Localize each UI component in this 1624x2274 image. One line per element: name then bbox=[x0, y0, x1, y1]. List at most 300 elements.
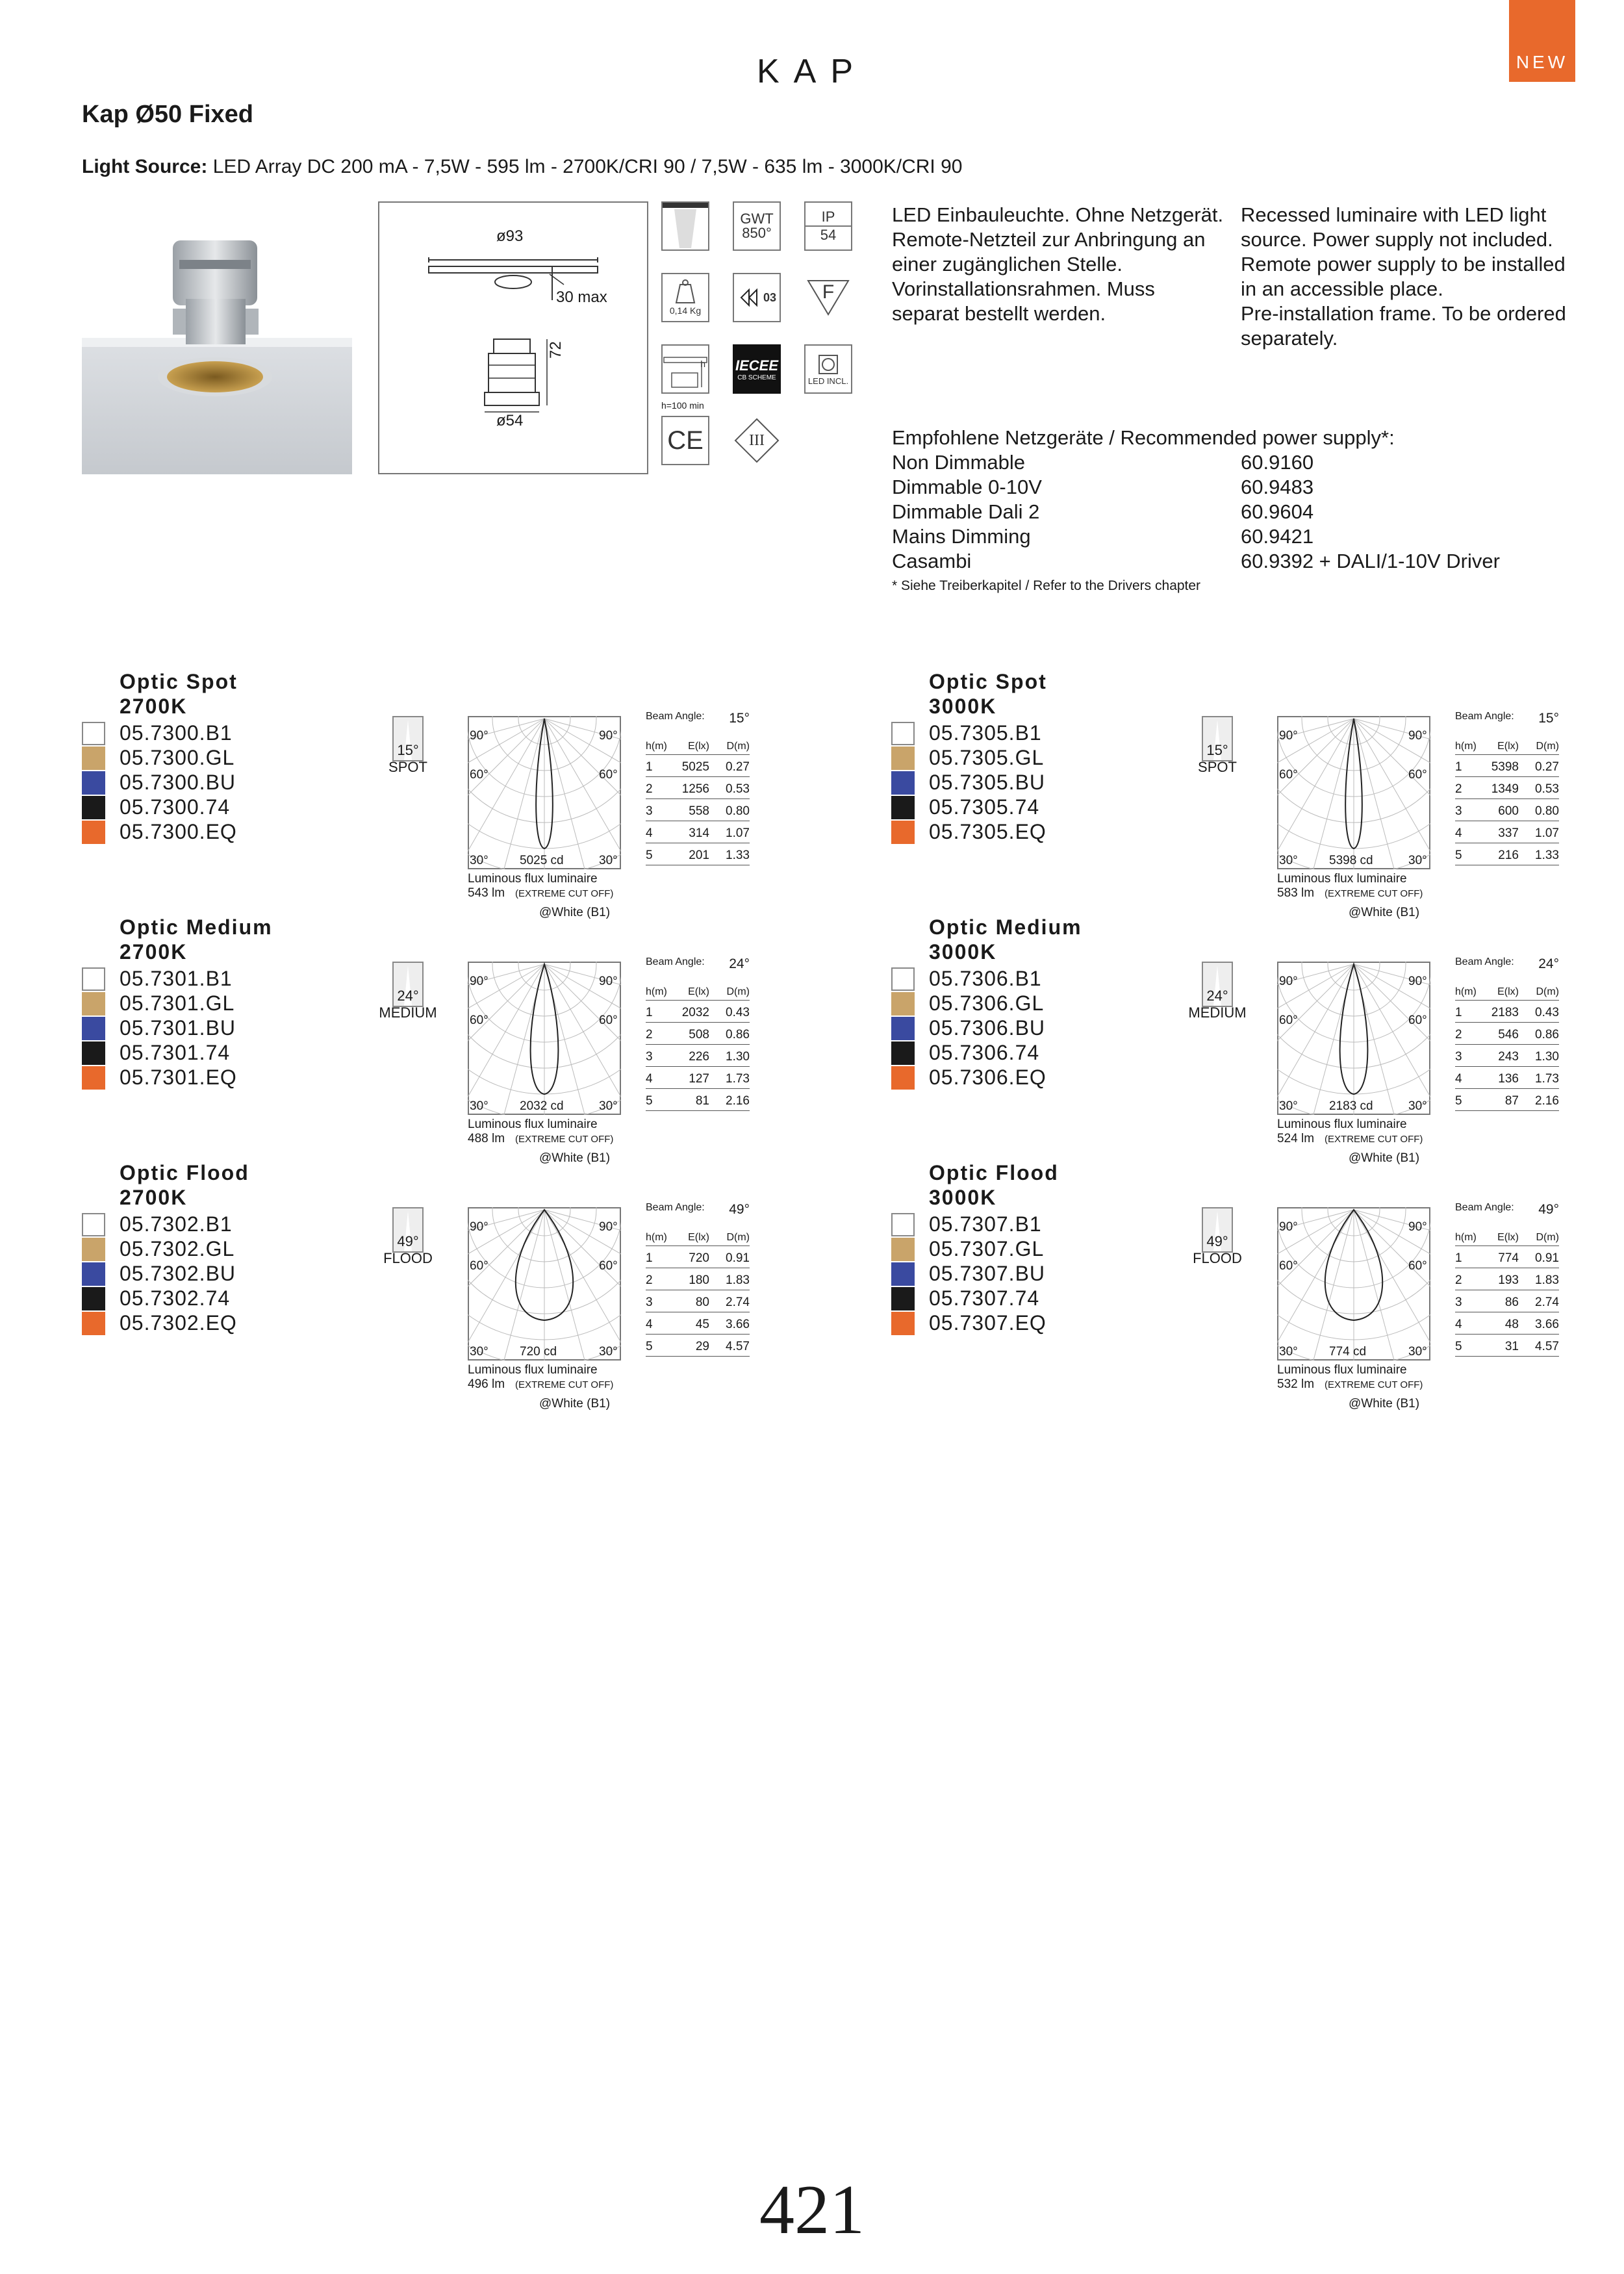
page-number: 421 bbox=[759, 2171, 865, 2249]
table-cell: 4 bbox=[646, 1318, 653, 1331]
table-cell: 216 bbox=[1498, 849, 1519, 862]
max-depth-label: 30 max bbox=[556, 288, 607, 306]
table-cell: 2.74 bbox=[1535, 1296, 1559, 1309]
table-row bbox=[1455, 777, 1559, 799]
luminous-flux-line bbox=[1277, 886, 1423, 901]
polar-angle-label: 30° bbox=[470, 854, 488, 867]
beam-type-label: SPOT bbox=[1198, 759, 1237, 775]
peak-intensity: 774 cd bbox=[1329, 1345, 1367, 1359]
table-cell: 0.80 bbox=[726, 804, 750, 818]
beam-type-label: FLOOD bbox=[383, 1250, 433, 1266]
luminous-flux-label: Luminous flux luminaire bbox=[1277, 872, 1407, 886]
table-cell: 2 bbox=[646, 1273, 653, 1287]
gwt-icon bbox=[733, 201, 781, 251]
weight-icon bbox=[661, 273, 709, 322]
table-row bbox=[1455, 1067, 1559, 1089]
polar-angle-label: 30° bbox=[1408, 1345, 1427, 1359]
polar-diagram bbox=[468, 1207, 621, 1361]
iecee-label: IECEE bbox=[735, 357, 779, 374]
optic-title bbox=[929, 669, 1047, 719]
article-code-row bbox=[891, 1237, 1044, 1261]
article-code: 05.7302.74 bbox=[120, 1286, 231, 1310]
article-code: 05.7305.EQ bbox=[929, 820, 1047, 843]
light-source-label: Light Source: bbox=[82, 156, 208, 177]
ip-label: IP bbox=[806, 209, 851, 227]
table-cell: 1349 bbox=[1491, 782, 1519, 796]
beam-angle-label: 15° bbox=[397, 742, 419, 758]
optic-title bbox=[120, 669, 238, 719]
finish-swatch bbox=[82, 1066, 105, 1090]
polar-angle-label: 60° bbox=[470, 1259, 488, 1273]
table-header-cell: D(m) bbox=[1536, 986, 1559, 997]
luminous-flux-line bbox=[468, 1377, 613, 1392]
article-code-row bbox=[891, 1066, 1047, 1090]
finish-swatch bbox=[891, 1262, 915, 1286]
table-row bbox=[646, 1268, 750, 1290]
beam-angle-caption: Beam Angle: bbox=[1455, 711, 1514, 722]
beam-angle-value: 15° bbox=[1538, 711, 1559, 726]
finish-swatch bbox=[891, 1041, 915, 1065]
article-code: 05.7302.BU bbox=[120, 1262, 236, 1285]
table-cell: 226 bbox=[689, 1050, 709, 1064]
polar-angle-label: 30° bbox=[470, 1099, 488, 1113]
luminous-flux-block bbox=[1277, 872, 1423, 901]
white-finish-note: @White (B1) bbox=[1349, 1151, 1420, 1165]
optic-name: Optic Spot bbox=[929, 670, 1047, 693]
beam-angle-caption: Beam Angle: bbox=[1455, 1202, 1514, 1213]
table-cell: 720 bbox=[689, 1251, 709, 1265]
article-code-row bbox=[82, 1212, 233, 1236]
table-row bbox=[1455, 1246, 1559, 1268]
polar-angle-label: 60° bbox=[599, 1259, 618, 1273]
finish-swatch bbox=[891, 1213, 915, 1236]
article-code: 05.7300.74 bbox=[120, 795, 231, 819]
article-code: 05.7300.GL bbox=[120, 746, 235, 769]
finish-swatch bbox=[891, 722, 915, 745]
peak-intensity: 5025 cd bbox=[520, 854, 564, 867]
table-header-cell: h(m) bbox=[1455, 1232, 1477, 1243]
table-row bbox=[646, 755, 750, 777]
table-header-cell: h(m) bbox=[1455, 986, 1477, 997]
article-code-row bbox=[82, 1286, 230, 1310]
article-code-row bbox=[82, 1237, 235, 1261]
optic-cct: 2700K bbox=[120, 940, 188, 964]
table-row bbox=[1455, 821, 1559, 843]
luminous-flux-block bbox=[1277, 1118, 1423, 1147]
table-row bbox=[646, 1290, 750, 1312]
desc-de-line: Vorinstallationsrahmen. Muss bbox=[892, 277, 1155, 300]
polar-angle-label: 90° bbox=[470, 729, 488, 743]
beam-angle-head bbox=[646, 956, 750, 978]
light-source-line bbox=[82, 156, 962, 178]
finish-swatch bbox=[82, 992, 105, 1016]
table-cell: 2 bbox=[646, 1028, 653, 1041]
illuminance-table bbox=[646, 711, 750, 865]
polar-angle-label: 30° bbox=[1408, 1099, 1427, 1113]
table-cell: 1.83 bbox=[1535, 1273, 1559, 1287]
article-code-row bbox=[82, 746, 235, 770]
article-code-row bbox=[82, 1041, 230, 1065]
table-cell: 3 bbox=[646, 1296, 653, 1309]
article-code: 05.7307.74 bbox=[929, 1286, 1040, 1310]
desc-de-line: LED Einbauleuchte. Ohne Netzgerät. bbox=[892, 203, 1224, 226]
table-cell: 4.57 bbox=[726, 1340, 750, 1353]
iecee-sub: CB SCHEME bbox=[737, 374, 776, 381]
table-cell: 0.86 bbox=[1535, 1028, 1559, 1041]
desc-en-line: Remote power supply to be installed bbox=[1241, 253, 1566, 275]
table-row bbox=[646, 1001, 750, 1023]
polar-angle-label: 60° bbox=[599, 768, 618, 782]
table-row bbox=[1455, 1335, 1559, 1357]
beam-angle-head bbox=[646, 1202, 750, 1224]
table-header-cell: h(m) bbox=[1455, 741, 1477, 752]
table-cell: 201 bbox=[689, 849, 709, 862]
polar-angle-label: 60° bbox=[1279, 1259, 1298, 1273]
luminous-flux-line bbox=[1277, 1377, 1423, 1392]
beam-type-label: MEDIUM bbox=[1188, 1004, 1247, 1021]
beam-angle-head bbox=[646, 711, 750, 733]
peak-intensity: 2183 cd bbox=[1329, 1099, 1373, 1113]
luminous-flux-value: 583 lm bbox=[1277, 886, 1315, 900]
white-finish-note: @White (B1) bbox=[1349, 906, 1420, 919]
table-cell: 31 bbox=[1504, 1340, 1519, 1353]
beam-angle-value: 24° bbox=[1538, 956, 1559, 971]
beam-angle-value: 49° bbox=[1538, 1202, 1559, 1217]
finish-swatch bbox=[891, 1287, 915, 1310]
article-code: 05.7307.BU bbox=[929, 1262, 1046, 1285]
article-code-row bbox=[891, 991, 1044, 1016]
table-row bbox=[646, 1045, 750, 1067]
polar-angle-label: 90° bbox=[1408, 729, 1427, 743]
polar-angle-label: 90° bbox=[470, 975, 488, 988]
article-code: 05.7300.BU bbox=[120, 771, 236, 794]
polar-angle-label: 90° bbox=[599, 729, 618, 743]
article-code-row bbox=[891, 1311, 1047, 1335]
table-cell: 337 bbox=[1498, 826, 1519, 840]
article-code: 05.7307.GL bbox=[929, 1237, 1045, 1260]
polar-angle-label: 30° bbox=[599, 1099, 618, 1113]
article-code-row bbox=[891, 820, 1047, 844]
table-cell: 81 bbox=[695, 1094, 709, 1108]
table-row bbox=[646, 1335, 750, 1357]
luminous-flux-label: Luminous flux luminaire bbox=[1277, 1118, 1407, 1131]
table-row bbox=[1455, 1089, 1559, 1111]
ps-label: Dimmable Dali 2 bbox=[892, 500, 1040, 523]
article-code-row bbox=[891, 967, 1042, 991]
inner-diameter-label: ø54 bbox=[496, 412, 524, 429]
finish-swatch bbox=[82, 1238, 105, 1261]
finish-swatch bbox=[891, 967, 915, 991]
ce-label: CE bbox=[667, 426, 704, 455]
cutoff-label: (EXTREME CUT OFF) bbox=[515, 1379, 614, 1390]
ceiling-min-label: h=100 min bbox=[661, 400, 704, 411]
polar-angle-label: 90° bbox=[470, 1220, 488, 1234]
luminous-flux-block bbox=[468, 1363, 613, 1392]
optic-name: Optic Medium bbox=[929, 915, 1082, 939]
table-cell: 136 bbox=[1498, 1072, 1519, 1086]
polar-angle-label: 30° bbox=[1279, 854, 1298, 867]
table-cell: 193 bbox=[1498, 1273, 1519, 1287]
article-code: 05.7306.B1 bbox=[929, 967, 1042, 990]
table-cell: 1.73 bbox=[726, 1072, 750, 1086]
table-cell: 80 bbox=[695, 1296, 709, 1309]
polar-angle-label: 90° bbox=[599, 1220, 618, 1234]
table-cell: 1.73 bbox=[1535, 1072, 1559, 1086]
article-code: 05.7307.EQ bbox=[929, 1311, 1047, 1335]
table-cell: 0.53 bbox=[726, 782, 750, 796]
table-header-row bbox=[646, 978, 750, 1001]
finish-swatch bbox=[891, 747, 915, 770]
gwt-value: 850° bbox=[742, 225, 772, 241]
table-cell: 2032 bbox=[681, 1006, 709, 1019]
article-code: 05.7301.BU bbox=[120, 1016, 236, 1040]
luminous-flux-block bbox=[468, 1118, 613, 1147]
finish-swatch bbox=[82, 796, 105, 819]
luminous-flux-value: 488 lm bbox=[468, 1132, 505, 1145]
ip-rating-icon bbox=[804, 201, 852, 251]
h-label: h bbox=[700, 359, 705, 369]
polar-angle-label: 60° bbox=[1279, 1014, 1298, 1027]
table-cell: 45 bbox=[695, 1318, 709, 1331]
article-code-row bbox=[82, 721, 233, 745]
table-header-cell: E(lx) bbox=[1497, 741, 1519, 752]
table-cell: 3 bbox=[646, 1050, 653, 1064]
finish-swatch bbox=[82, 1017, 105, 1040]
table-cell: 0.43 bbox=[726, 1006, 750, 1019]
table-row bbox=[1455, 755, 1559, 777]
polar-angle-label: 90° bbox=[1408, 1220, 1427, 1234]
finish-swatch bbox=[891, 1238, 915, 1261]
table-cell: 2 bbox=[1455, 1028, 1462, 1041]
table-cell: 5 bbox=[646, 1094, 653, 1108]
article-code: 05.7302.GL bbox=[120, 1237, 235, 1260]
cutoff-label: (EXTREME CUT OFF) bbox=[515, 888, 614, 899]
new-badge-label: NEW bbox=[1516, 52, 1569, 72]
table-cell: 2 bbox=[1455, 1273, 1462, 1287]
article-code: 05.7301.EQ bbox=[120, 1066, 237, 1089]
beam-type-label: SPOT bbox=[388, 759, 427, 775]
table-cell: 2 bbox=[646, 782, 653, 796]
table-cell: 774 bbox=[1498, 1251, 1519, 1265]
table-cell: 5 bbox=[646, 849, 653, 862]
table-cell: 0.27 bbox=[1535, 760, 1559, 774]
desc-de-line: Remote-Netzteil zur Anbringung an bbox=[892, 228, 1206, 251]
table-cell: 243 bbox=[1498, 1050, 1519, 1064]
table-cell: 3 bbox=[646, 804, 653, 818]
table-cell: 2.16 bbox=[1535, 1094, 1559, 1108]
ce-icon bbox=[661, 416, 709, 465]
table-cell: 546 bbox=[1498, 1028, 1519, 1041]
beam-angle-caption: Beam Angle: bbox=[646, 956, 705, 967]
polar-angle-label: 30° bbox=[599, 854, 618, 867]
table-cell: 3.66 bbox=[1535, 1318, 1559, 1331]
beam-angle-caption: Beam Angle: bbox=[646, 1202, 705, 1213]
polar-angle-label: 90° bbox=[1279, 1220, 1298, 1234]
beam-angle-caption: Beam Angle: bbox=[1455, 956, 1514, 967]
finish-swatch bbox=[891, 771, 915, 795]
polar-angle-label: 30° bbox=[1279, 1345, 1298, 1359]
ps-code: 60.9392 + DALI/1-10V Driver bbox=[1241, 550, 1500, 572]
table-row bbox=[646, 799, 750, 821]
table-row bbox=[646, 777, 750, 799]
product-title: Kap Ø50 Fixed bbox=[82, 101, 253, 128]
table-cell: 1 bbox=[1455, 1251, 1462, 1265]
table-cell: 5 bbox=[646, 1340, 653, 1353]
luminous-flux-label: Luminous flux luminaire bbox=[468, 872, 598, 886]
led-included-icon bbox=[804, 344, 852, 394]
table-row bbox=[1455, 1023, 1559, 1045]
table-row bbox=[1455, 1001, 1559, 1023]
table-cell: 48 bbox=[1504, 1318, 1519, 1331]
beam-angle-value: 15° bbox=[729, 711, 750, 726]
led-included-label: LED INCL. bbox=[807, 376, 849, 386]
table-cell: 508 bbox=[689, 1028, 709, 1041]
table-row bbox=[646, 1089, 750, 1111]
table-cell: 4.57 bbox=[1535, 1340, 1559, 1353]
driver-note: * Siehe Treiberkapitel / Refer to the Drivers chapter bbox=[892, 578, 1201, 593]
polar-angle-label: 90° bbox=[1408, 975, 1427, 988]
optic-cct: 3000K bbox=[929, 695, 997, 718]
table-cell: 5 bbox=[1455, 849, 1462, 862]
ip-value: 54 bbox=[820, 227, 837, 243]
table-cell: 5 bbox=[1455, 1094, 1462, 1108]
product-photo bbox=[82, 201, 352, 474]
table-cell: 1.30 bbox=[726, 1050, 750, 1064]
table-cell: 87 bbox=[1504, 1094, 1519, 1108]
article-code: 05.7302.B1 bbox=[120, 1212, 233, 1236]
luminous-flux-value: 532 lm bbox=[1277, 1377, 1315, 1391]
beam-angle-head bbox=[1455, 1202, 1559, 1224]
class-f-label: F bbox=[822, 281, 835, 303]
ps-label: Dimmable 0-10V bbox=[892, 476, 1042, 498]
table-cell: 2183 bbox=[1491, 1006, 1519, 1019]
polar-angle-label: 90° bbox=[1279, 975, 1298, 988]
table-cell: 1 bbox=[1455, 1006, 1462, 1019]
article-code-row bbox=[82, 967, 233, 991]
table-cell: 3.66 bbox=[726, 1318, 750, 1331]
polar-angle-label: 30° bbox=[1279, 1099, 1298, 1113]
outer-diameter-label: ø93 bbox=[496, 227, 524, 245]
ps-code: 60.9421 bbox=[1241, 525, 1314, 548]
table-row bbox=[646, 1312, 750, 1335]
polar-angle-label: 30° bbox=[470, 1345, 488, 1359]
article-code: 05.7305.GL bbox=[929, 746, 1045, 769]
desc-en-line: source. Power supply not included. bbox=[1241, 228, 1553, 251]
optic-name: Optic Spot bbox=[120, 670, 238, 693]
beam-angle-label: 24° bbox=[397, 988, 419, 1004]
ps-label: Non Dimmable bbox=[892, 451, 1026, 474]
article-code-row bbox=[891, 795, 1039, 819]
optic-cct: 3000K bbox=[929, 940, 997, 964]
table-row bbox=[1455, 1268, 1559, 1290]
article-code: 05.7306.EQ bbox=[929, 1066, 1047, 1089]
optic-title bbox=[929, 1160, 1059, 1210]
polar-diagram bbox=[1277, 1207, 1430, 1361]
table-cell: 5025 bbox=[681, 760, 709, 774]
table-cell: 2.16 bbox=[726, 1094, 750, 1108]
table-row bbox=[646, 1067, 750, 1089]
luminous-flux-label: Luminous flux luminaire bbox=[1277, 1363, 1407, 1377]
table-header-cell: h(m) bbox=[646, 986, 667, 997]
ps-code: 60.9160 bbox=[1241, 451, 1314, 474]
table-cell: 4 bbox=[1455, 1318, 1462, 1331]
article-code: 05.7301.GL bbox=[120, 991, 235, 1015]
luminous-flux-line bbox=[468, 886, 613, 901]
illuminance-table bbox=[1455, 1202, 1559, 1357]
table-header-cell: E(lx) bbox=[688, 741, 709, 752]
table-cell: 314 bbox=[689, 826, 709, 840]
table-cell: 180 bbox=[689, 1273, 709, 1287]
article-code-row bbox=[891, 746, 1044, 770]
desc-en-line: Recessed luminaire with LED light bbox=[1241, 203, 1547, 226]
series-title: KAP bbox=[756, 53, 868, 90]
luminous-flux-label: Luminous flux luminaire bbox=[468, 1118, 598, 1131]
table-cell: 5 bbox=[1455, 1340, 1462, 1353]
table-row bbox=[1455, 799, 1559, 821]
cutoff-label: (EXTREME CUT OFF) bbox=[1325, 1134, 1423, 1145]
polar-angle-label: 30° bbox=[1408, 854, 1427, 867]
article-code-row bbox=[82, 1066, 237, 1090]
article-code-row bbox=[891, 1041, 1039, 1065]
table-cell: 4 bbox=[646, 826, 653, 840]
polar-angle-label: 60° bbox=[1279, 768, 1298, 782]
article-code-row bbox=[82, 1016, 236, 1040]
ps-code: 60.9604 bbox=[1241, 500, 1314, 523]
polar-angle-label: 30° bbox=[599, 1345, 618, 1359]
finish-swatch bbox=[82, 1041, 105, 1065]
table-cell: 1.30 bbox=[1535, 1050, 1559, 1064]
table-cell: 29 bbox=[695, 1340, 709, 1353]
article-code: 05.7306.GL bbox=[929, 991, 1045, 1015]
article-code-row bbox=[891, 771, 1045, 795]
luminous-flux-line bbox=[468, 1132, 613, 1147]
table-cell: 0.43 bbox=[1535, 1006, 1559, 1019]
desc-en-line: in an accessible place. bbox=[1241, 277, 1443, 300]
finish-swatch bbox=[82, 771, 105, 795]
article-code-row bbox=[891, 1262, 1045, 1286]
luminous-flux-value: 496 lm bbox=[468, 1377, 505, 1391]
article-code-row bbox=[82, 1311, 237, 1335]
ceiling-min-icon bbox=[661, 344, 709, 394]
beam-angle-value: 24° bbox=[729, 956, 750, 971]
table-cell: 1 bbox=[646, 1251, 653, 1265]
peak-intensity: 5398 cd bbox=[1329, 854, 1373, 867]
table-cell: 4 bbox=[1455, 1072, 1462, 1086]
polar-diagram bbox=[468, 716, 621, 869]
article-code: 05.7305.B1 bbox=[929, 721, 1042, 745]
illuminance-table bbox=[646, 956, 750, 1111]
white-finish-note: @White (B1) bbox=[539, 1397, 611, 1411]
weight-value: 0,14 Kg bbox=[669, 305, 702, 316]
table-header-row bbox=[1455, 733, 1559, 755]
table-cell: 0.80 bbox=[1535, 804, 1559, 818]
table-row bbox=[646, 1246, 750, 1268]
illuminance-table bbox=[646, 1202, 750, 1357]
white-finish-note: @White (B1) bbox=[1349, 1397, 1420, 1411]
enec-icon bbox=[733, 273, 781, 322]
power-supply-title: Empfohlene Netzgeräte / Recommended power supply*: bbox=[892, 426, 1395, 449]
article-code: 05.7305.BU bbox=[929, 771, 1046, 794]
finish-swatch bbox=[891, 1066, 915, 1090]
article-code-row bbox=[82, 1262, 236, 1286]
beam-type-label: FLOOD bbox=[1193, 1250, 1242, 1266]
beam-angle-label: 24° bbox=[1206, 988, 1228, 1004]
table-header-cell: D(m) bbox=[1536, 1232, 1559, 1243]
cutoff-label: (EXTREME CUT OFF) bbox=[1325, 888, 1423, 899]
finish-swatch bbox=[891, 1312, 915, 1335]
finish-swatch bbox=[82, 722, 105, 745]
table-row bbox=[646, 821, 750, 843]
